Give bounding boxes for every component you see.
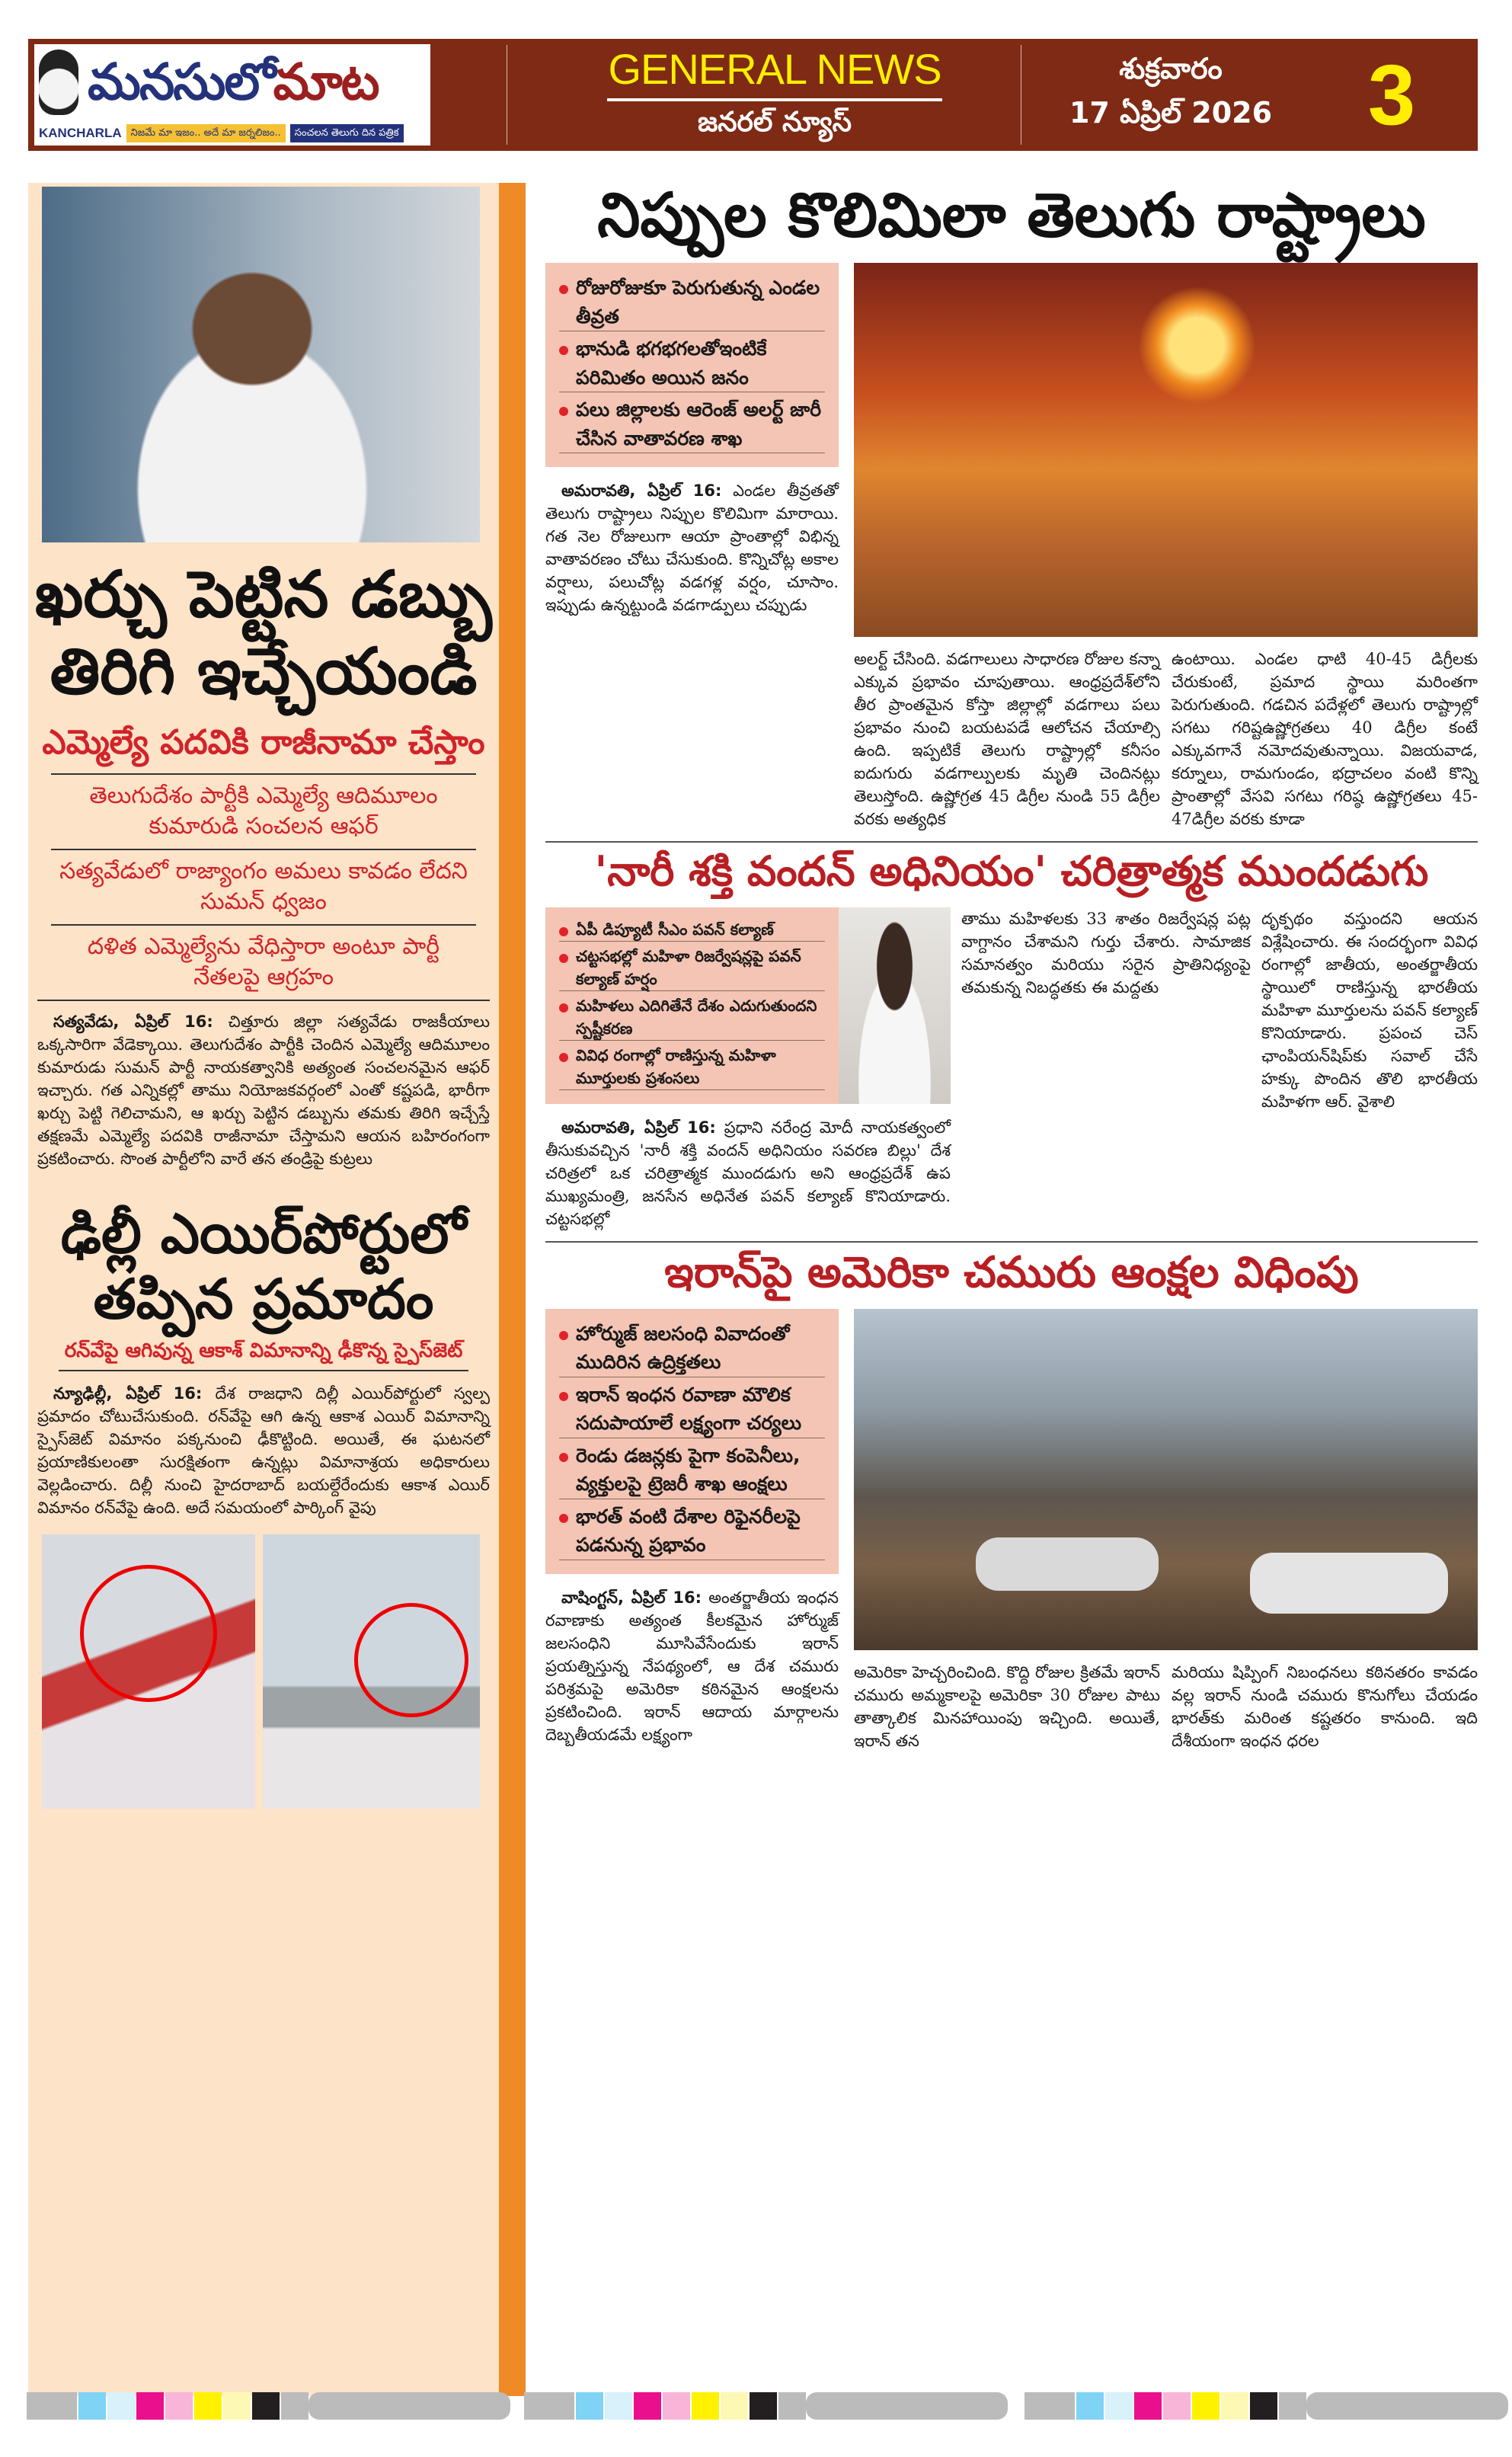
spicejet-plane-photo[interactable] xyxy=(42,1534,255,1809)
highlight-item: ఏపీ డిప్యూటీ సీఎం పవన్ కల్యాణ్ xyxy=(559,918,825,942)
subheadline: రన్‌వేపై ఆగివున్న ఆకాశ్ విమానాన్ని ఢీకొన్న స్పైస్‌జెట్ xyxy=(59,1332,468,1372)
highlight-item: పలు జిల్లాలకు ఆరెంజ్ అలర్ట్ జారీ చేసిన వాతావరణ శాఖ xyxy=(559,395,825,453)
headline[interactable]: ఖర్చు పెట్టిన డబ్బు తిరిగి ఇచ్చేయండి xyxy=(34,557,493,709)
iran-columns xyxy=(854,1661,1478,1752)
print-color-bar xyxy=(524,2392,806,2420)
highlight-circle-icon xyxy=(354,1603,468,1717)
iran-layout xyxy=(545,1309,1478,1752)
tanker-truck-icon xyxy=(1250,1553,1448,1614)
print-registration-bar xyxy=(806,2392,1008,2420)
section-title-te: జనరల్ న్యూస్ xyxy=(697,107,852,138)
story-heat xyxy=(545,179,1478,830)
logo-tagline: నిజమే మా ఇజం.. అదే మా జర్నలిజం.. xyxy=(126,124,286,142)
article-body: సత్యవేడు, ఏప్రిల్ 16: చిత్తూరు జిల్లా సత్యవేడు రాజకీయాలు ఒక్కసారిగా వేడెక్కాయి. తెలుగుదేశం పార్టీకి చెందిన ఎమ్మెల్యే ఆదిమూలం కుమారుడు సుమన్ పార్టీ నాయకత్వానికి అత్యంత సంచలనమైన ఆఫర్ ఇచ్చారు. గత ఎన్నికల్లో తాము నియోజకవర్గంలో ఎంతో కష్టపడి, భారీగా ఖర్చు పెట్టి గెలిచామని, ఆ ఖర్చు పెట్టిన డబ్బును తమకు తిరిగి ఇచ్చేస్తే తక్షణమే ఎమ్మెల్యే పదవికి రాజీనామా చేస్తామని ఆయన బహిరంగంగా ప్రకటించారు. సొంత పార్టీలోని వారే తన తండ్రిపై కుట్రలు xyxy=(37,1000,490,1170)
highlight-item: భానుడి భగభగలతోఇంటికే పరిమితం అయిన జనం xyxy=(559,334,825,392)
oil-refinery-trucks-photo[interactable] xyxy=(854,1309,1478,1650)
divider xyxy=(607,98,942,101)
main-stories xyxy=(545,179,1478,1752)
logo-portrait-icon xyxy=(39,50,78,115)
mla-son-photo[interactable] xyxy=(42,187,480,542)
highlight-item: రోజురోజుకూ పెరుగుతున్న ఎండల తీవ్రత xyxy=(559,274,825,331)
nari-left-column xyxy=(545,907,951,1230)
iran-article-col1: వాషింగ్టన్, ఏప్రిల్ 16: అంతర్జాతీయ ఇంధన రవాణాకు అత్యంత కీలకమైన హోర్ముజ్ జలసంధిని మూసివేసేందుకు ఇరాన్ ప్రయత్నిస్తున్న నేపథ్యంలో, ఆ దేశ చమురు పరిశ్రమపై అమెరికా కఠినమైన ఆంక్షలను ప్రకటించింది. ఇరాన్ ఆదాయ మార్గాలను దెబ్బతీయడమే లక్ష్యంగా xyxy=(545,1588,839,1744)
nari-article-col3: దృక్పథం వస్తుందని ఆయన విశ్లేషించారు. ఈ సందర్భంగా వివిధ రంగాల్లో జాతీయ, అంతర్జాతీయ స్థాయిలో రాణిస్తున్న భారతీయ మహిళా మూర్తులను పవన్ కల్యాణ్ కొనియాడారు. ప్రపంచ చెస్ ఛాంపియన్‌షిప్‌కు సవాల్ చేసే హక్కు పొందిన తొలి భారతీయ మహిళగా ఆర్. వైశాలి xyxy=(1261,909,1478,1111)
section-divider xyxy=(545,1241,1478,1243)
headline-nari-shakti[interactable]: 'నారీ శక్తి వందన్ అధినియం' చరిత్రాత్మక ముందడుగు xyxy=(594,847,1429,895)
heat-article-col1: అమరావతి, ఏప్రిల్ 16: ఎండల తీవ్రతతో తెలుగు రాష్ట్రాలు నిప్పుల కొలిమిగా మారాయి. గత నెల రోజులుగా ఆయా ప్రాంతాల్లో విభిన్న వాతావరణం చోటు చేసుకుంది. కొన్నిచోట్ల అకాల వర్షాలు, పలుచోట్ల వడగళ్ల వర్షం, చూసాం. ఇప్పుడు ఉన్నట్టుండి వడగాడ్పులు చప్పుడు xyxy=(545,481,839,614)
section-title-en: GENERAL NEWS xyxy=(608,45,941,93)
heat-right-area xyxy=(854,263,1478,830)
dateline: న్యూఢిల్లీ, ఏప్రిల్ 16: xyxy=(53,1384,203,1403)
logo-title: మనసులోమాట xyxy=(88,53,379,111)
heat-columns xyxy=(854,648,1478,830)
deck-line: దళిత ఎమ్మెల్యేను వేధిస్తారా అంటూ పార్టీ నేతలపై ఆగ్రహం xyxy=(51,924,476,1000)
highlight-item: రెండు డజన్లకు పైగా కంపెనీలు, వ్యక్తులపై ట్రెజరీ శాఖ ఆంక్షలు xyxy=(559,1441,825,1499)
issue-date xyxy=(1026,50,1315,132)
heat-left-column xyxy=(545,263,839,616)
iran-left-column xyxy=(545,1309,839,1746)
print-registration-bar xyxy=(1306,2392,1508,2420)
akasa-plane-photo[interactable] xyxy=(263,1534,480,1809)
highlight-item: చట్టసభల్లో మహిళా రిజర్వేషన్లపై పవన్ కల్యాణ్ హర్షం xyxy=(559,945,825,991)
sidebar xyxy=(28,183,526,2396)
nari-article-col1: అమరావతి, ఏప్రిల్ 16: ప్రధాని నరేంద్ర మోదీ నాయకత్వంలో తీసుకువచ్చిన 'నారీ శక్తి వందన్ అధినియం సవరణ బిల్లు' దేశ చరిత్రలో ఒక చరిత్రాత్మక ముందడుగు అని ఆంధ్రప్రదేశ్ ఉప ముఖ్యమంత్రి, జనసేన అధినేత పవన్ కల్యాణ్ కొనియాడారు. చట్టసభల్లో xyxy=(545,1118,951,1228)
section-divider xyxy=(545,841,1478,843)
newspaper-logo[interactable] xyxy=(34,44,430,146)
heat-highlights-box xyxy=(545,263,839,467)
dateline: అమరావతి, ఏప్రిల్ 16: xyxy=(561,1118,716,1137)
print-color-bar xyxy=(1025,2392,1306,2420)
story-mla-offer xyxy=(28,556,499,1170)
print-color-bar xyxy=(27,2392,308,2420)
airport-photos xyxy=(42,1534,480,1809)
highlight-item: హోర్ముజ్ జలసంధి వివాదంతో ముదిరిన ఉద్రిక్తతలు xyxy=(559,1320,825,1377)
nari-box-row xyxy=(545,907,951,1104)
iran-article-col2: అమెరికా హెచ్చరించింది. కొద్ది రోజుల క్రితమే ఇరాన్ చమురు అమ్మకాలపై అమెరికా 30 రోజుల పాటు తాత్కాలిక మినహాయింపు ఇచ్చింది. అయితే, ఇరాన్ తన xyxy=(854,1662,1160,1750)
print-registration-bar xyxy=(308,2392,510,2420)
pawan-kalyan-photo[interactable] xyxy=(839,907,951,1104)
story-iran-sanctions xyxy=(545,1247,1478,1752)
highlight-item: ఇరాన్ ఇంధన రవాణా మౌలిక సదుపాయాలే లక్ష్యంగా చర్యలు xyxy=(559,1380,825,1438)
logo-subtitle: సంచలన తెలుగు దిన పత్రిక xyxy=(290,124,404,142)
highlight-circle-icon xyxy=(80,1565,217,1702)
masthead xyxy=(28,39,1478,151)
section-label xyxy=(531,46,1018,139)
page-number: 3 xyxy=(1367,47,1416,142)
headline-iran-sanctions[interactable]: ఇరాన్‌పై అమెరికా చమురు ఆంక్షల విధింపు xyxy=(664,1247,1359,1297)
highlight-item: మహిళలు ఎదిగితేనే దేశం ఎదుగుతుందని స్పష్టీకరణ xyxy=(559,994,825,1041)
heat-article-col2: అలర్ట్ చేసింది. వడగాలులు సాధారణ రోజుల కన్నా ఎక్కువ ప్రభావం చూపుతాయి. ఆంధ్రప్రదేశ్‌లోని తీర ప్రాంతమైన కోస్తా జిల్లాల్లో వడగాలు పలు ప్రభావం నుంచి బయటపడే ఆలోచన చేయాల్సి ఉంది. ఇప్పటికే తెలుగు రాష్ట్రాల్లో కనీసం ఐదుగురు వడగాల్పులకు మృతి చెందినట్లు తెలుస్తోంది. ఉష్ణోగ్రత 45 డిగ్రీల నుండి 55 డిగ్రీల వరకు అత్యధిక xyxy=(854,650,1160,828)
logo-top-row xyxy=(39,44,426,120)
subheadline: ఎమ్మెల్యే పదవికి రాజీనామా చేస్తాం xyxy=(42,722,485,762)
nari-article-col2: తాము మహిళలకు 33 శాతం రిజర్వేషన్ల పట్ల వాగ్దానం చేశామని గుర్తు చేశారు. సామాజిక సమానత్వం మరియు సరైన ప్రాతినిధ్యంపై తమకున్న నిబద్ధతకు ఈ మద్దతు xyxy=(961,909,1251,997)
deck-line: తెలుగుదేశం పార్టీకి ఎమ్మెల్యే ఆదిమూలం కుమారుడి సంచలన ఆఫర్ xyxy=(51,773,476,849)
highlight-item: భారత్ వంటి దేశాల రిఫైనరీలపై పడనున్న ప్రభావం xyxy=(559,1502,825,1560)
nari-layout xyxy=(545,907,1478,1230)
article-body: న్యూఢిల్లీ, ఏప్రిల్ 16: దేశ రాజధాని దిల్లీ ఎయిర్‌పోర్టులో స్వల్ప ప్రమాదం చోటుచేసుకుంది. రన్‌వేపై ఆగి ఉన్న ఆకాశ ఎయిర్ విమానాన్ని స్పైస్‌జెట్ విమానం పక్కనుంచి ఢీకొట్టింది. అయితే, ఈ ఘటనలో ప్రయాణికులంతా సురక్షితంగా ఉన్నట్లు విమానాశ్రయ అధికారులు వెల్లడించారు. దిల్లీ నుంచి హైదరాబాద్ బయల్దేరేందుకు ఆకాశ ఎయిర్ విమానం రన్‌వేపై ఉంది. అదే సమయంలో పార్కింగ్ వైపు xyxy=(37,1384,490,1518)
dateline: వాషింగ్టన్, ఏప్రిల్ 16: xyxy=(561,1588,702,1607)
headline-heat[interactable]: నిప్పుల కొలిమిలా తెలుగు రాష్ట్రాలు xyxy=(597,180,1426,251)
highlight-item: వివిధ రంగాల్లో రాణిస్తున్న మహిళా మూర్తులకు ప్రశంసలు xyxy=(559,1044,825,1090)
tanker-truck-icon xyxy=(976,1537,1159,1591)
dateline: సత్యవేడు, ఏప్రిల్ 16: xyxy=(53,1012,213,1031)
iran-highlights-box xyxy=(545,1309,839,1574)
dateline: అమరావతి, ఏప్రిల్ 16: xyxy=(561,481,722,500)
story-delhi-airport xyxy=(28,1201,499,1520)
logo-tagline-row xyxy=(39,124,426,142)
nari-highlights-box xyxy=(545,907,839,1104)
iran-right-area xyxy=(854,1309,1478,1752)
logo-brand: KANCHARLA xyxy=(39,126,122,140)
heat-layout xyxy=(545,263,1478,830)
headline[interactable]: ఢిల్లీ ఎయిర్‌పోర్టులో తప్పిన ప్రమాదం xyxy=(60,1201,467,1332)
date: 17 ఏప్రిల్ 2026 xyxy=(1069,96,1273,130)
heatwave-sun-photo[interactable] xyxy=(854,263,1478,637)
deck-line: సత్యవేడులో రాజ్యాంగం అమలు కావడం లేదని సుమన్ ధ్వజం xyxy=(51,849,476,924)
iran-article-col3: మరియు షిప్పింగ్ నిబంధనలు కఠినతరం కావడం వల్ల ఇరాన్ నుండి చమురు కొనుగోలు చేయడం భారత్‌కు మరింత కష్టతరం కానుంది. ఇది దేశీయంగా ఇంధన ధరల xyxy=(1172,1662,1478,1750)
heat-article-col3: ఉంటాయి. ఎండల ధాటి 40-45 డిగ్రీలకు చేరుకుంటే, ప్రమాద స్థాయి మరింతగా పెరుగుతుంది. గడచిన పదేళ్లలో తెలుగు రాష్ట్రాల్లో సగటు గరిష్టఉష్ణోగ్రతలు 40 డిగ్రీల కంటే ఎక్కువగానే నమోదవుతున్నాయి. విజయవాడ, కర్నూలు, రామగుండం, భద్రాచలం వంటి కొన్ని ప్రాంతాల్లో వేసవి సగటు గరిష్ఠ ఉష్ణోగ్రతలు 45-47డిగ్రీల వరకు కూడా xyxy=(1172,650,1478,828)
day: శుక్రవారం xyxy=(1119,52,1223,85)
story-nari-shakti xyxy=(545,847,1478,1230)
